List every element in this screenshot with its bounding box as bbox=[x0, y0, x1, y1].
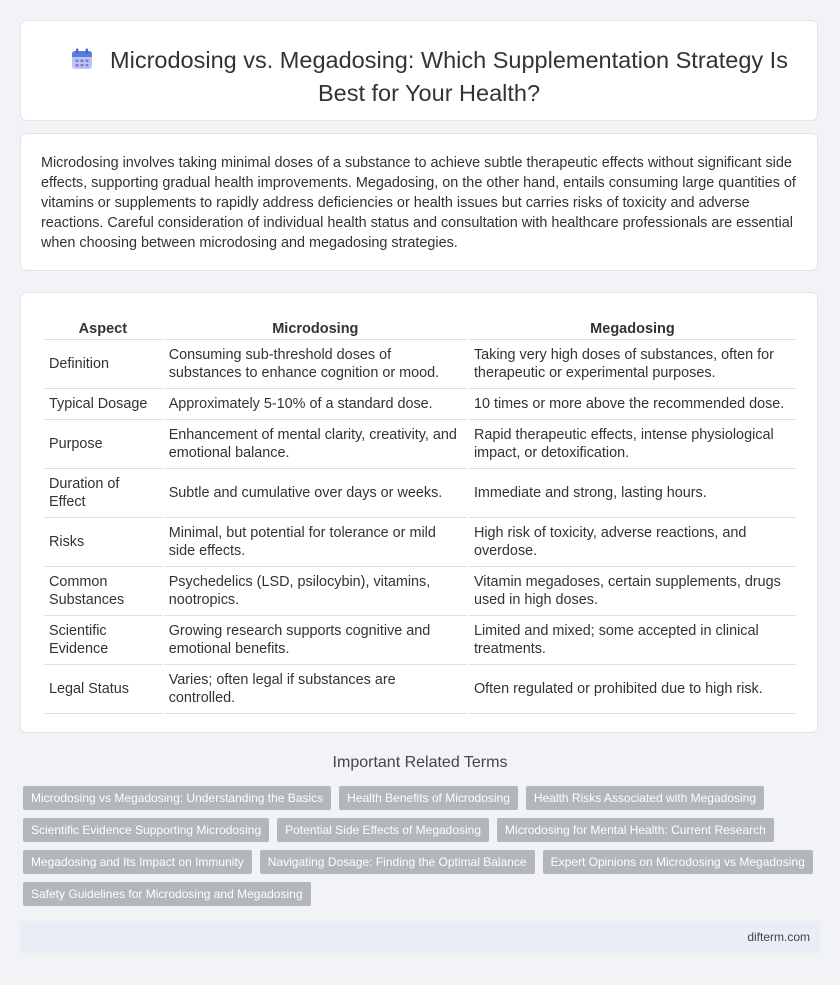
aspect-cell: Purpose bbox=[44, 420, 162, 469]
table-row bbox=[44, 469, 796, 518]
table-row bbox=[44, 340, 796, 389]
page-title-wrap bbox=[61, 45, 797, 108]
microdosing-cell: Consuming sub-threshold doses of substances to enhance cognition or mood. bbox=[164, 340, 467, 389]
megadosing-cell: Rapid therapeutic effects, intense physiological impact, or detoxification. bbox=[469, 420, 796, 469]
megadosing-cell: Taking very high doses of substances, often for therapeutic or experimental purposes. bbox=[469, 340, 796, 389]
megadosing-cell: Often regulated or prohibited due to high risk. bbox=[469, 665, 796, 714]
footer-site-link[interactable]: difterm.com bbox=[747, 930, 810, 944]
calendar-icon bbox=[70, 47, 94, 78]
table-row bbox=[44, 518, 796, 567]
header-megadosing: Megadosing bbox=[469, 311, 796, 340]
megadosing-cell: Immediate and strong, lasting hours. bbox=[469, 469, 796, 518]
related-term-tag[interactable]: Safety Guidelines for Microdosing and Megadosing bbox=[23, 882, 311, 906]
table-row bbox=[44, 665, 796, 714]
header-microdosing: Microdosing bbox=[164, 311, 467, 340]
table-row bbox=[44, 616, 796, 665]
table-row bbox=[44, 389, 796, 420]
intro-paragraph: Microdosing involves taking minimal doses of a substance to achieve subtle therapeutic effects without significant side effects, supporting gradual health improvements. Megadosing, on the other hand, entails consuming large quantities of vitamins or supplements to rapidly address deficiencies or health issues but carries risks of toxicity and adverse reactions. Careful consideration of individual health status and consultation with healthcare professionals are essential when choosing between microdosing and megadosing strategies. bbox=[41, 155, 796, 251]
footer bbox=[20, 921, 820, 953]
aspect-cell: Definition bbox=[44, 340, 162, 389]
related-terms-title: Important Related Terms bbox=[332, 754, 508, 771]
microdosing-cell: Subtle and cumulative over days or weeks. bbox=[164, 469, 467, 518]
megadosing-cell: Limited and mixed; some accepted in clinical treatments. bbox=[469, 616, 796, 665]
table-row bbox=[44, 567, 796, 616]
intro-card bbox=[20, 133, 818, 271]
megadosing-cell: Vitamin megadoses, certain supplements, drugs used in high doses. bbox=[469, 567, 796, 616]
related-term-tag[interactable]: Megadosing and Its Impact on Immunity bbox=[23, 850, 252, 874]
microdosing-cell: Growing research supports cognitive and emotional benefits. bbox=[164, 616, 467, 665]
related-term-tag[interactable]: Potential Side Effects of Megadosing bbox=[277, 818, 489, 842]
header-aspect: Aspect bbox=[44, 311, 162, 340]
related-term-tag[interactable]: Microdosing for Mental Health: Current Research bbox=[497, 818, 774, 842]
aspect-cell: Common Substances bbox=[44, 567, 162, 616]
header-card bbox=[20, 20, 818, 121]
related-terms-list bbox=[23, 786, 823, 914]
megadosing-cell: High risk of toxicity, adverse reactions, and overdose. bbox=[469, 518, 796, 567]
microdosing-cell: Approximately 5-10% of a standard dose. bbox=[164, 389, 467, 420]
aspect-cell: Legal Status bbox=[44, 665, 162, 714]
microdosing-cell: Enhancement of mental clarity, creativity, and emotional balance. bbox=[164, 420, 467, 469]
page-title: Microdosing vs. Megadosing: Which Supplementation Strategy Is Best for Your Health? bbox=[110, 47, 788, 106]
microdosing-cell: Varies; often legal if substances are controlled. bbox=[164, 665, 467, 714]
related-term-tag[interactable]: Expert Opinions on Microdosing vs Megadosing bbox=[543, 850, 813, 874]
microdosing-cell: Minimal, but potential for tolerance or mild side effects. bbox=[164, 518, 467, 567]
comparison-table-card bbox=[20, 292, 818, 733]
megadosing-cell: 10 times or more above the recommended dose. bbox=[469, 389, 796, 420]
related-term-tag[interactable]: Microdosing vs Megadosing: Understanding the Basics bbox=[23, 786, 331, 810]
aspect-cell: Scientific Evidence bbox=[44, 616, 162, 665]
comparison-table bbox=[42, 311, 798, 714]
microdosing-cell: Psychedelics (LSD, psilocybin), vitamins, nootropics. bbox=[164, 567, 467, 616]
related-term-tag[interactable]: Health Benefits of Microdosing bbox=[339, 786, 518, 810]
aspect-cell: Typical Dosage bbox=[44, 389, 162, 420]
aspect-cell: Risks bbox=[44, 518, 162, 567]
aspect-cell: Duration of Effect bbox=[44, 469, 162, 518]
table-row bbox=[44, 420, 796, 469]
related-term-tag[interactable]: Health Risks Associated with Megadosing bbox=[526, 786, 764, 810]
related-term-tag[interactable]: Scientific Evidence Supporting Microdosing bbox=[23, 818, 269, 842]
related-term-tag[interactable]: Navigating Dosage: Finding the Optimal Balance bbox=[260, 850, 535, 874]
table-header-row bbox=[44, 311, 796, 340]
